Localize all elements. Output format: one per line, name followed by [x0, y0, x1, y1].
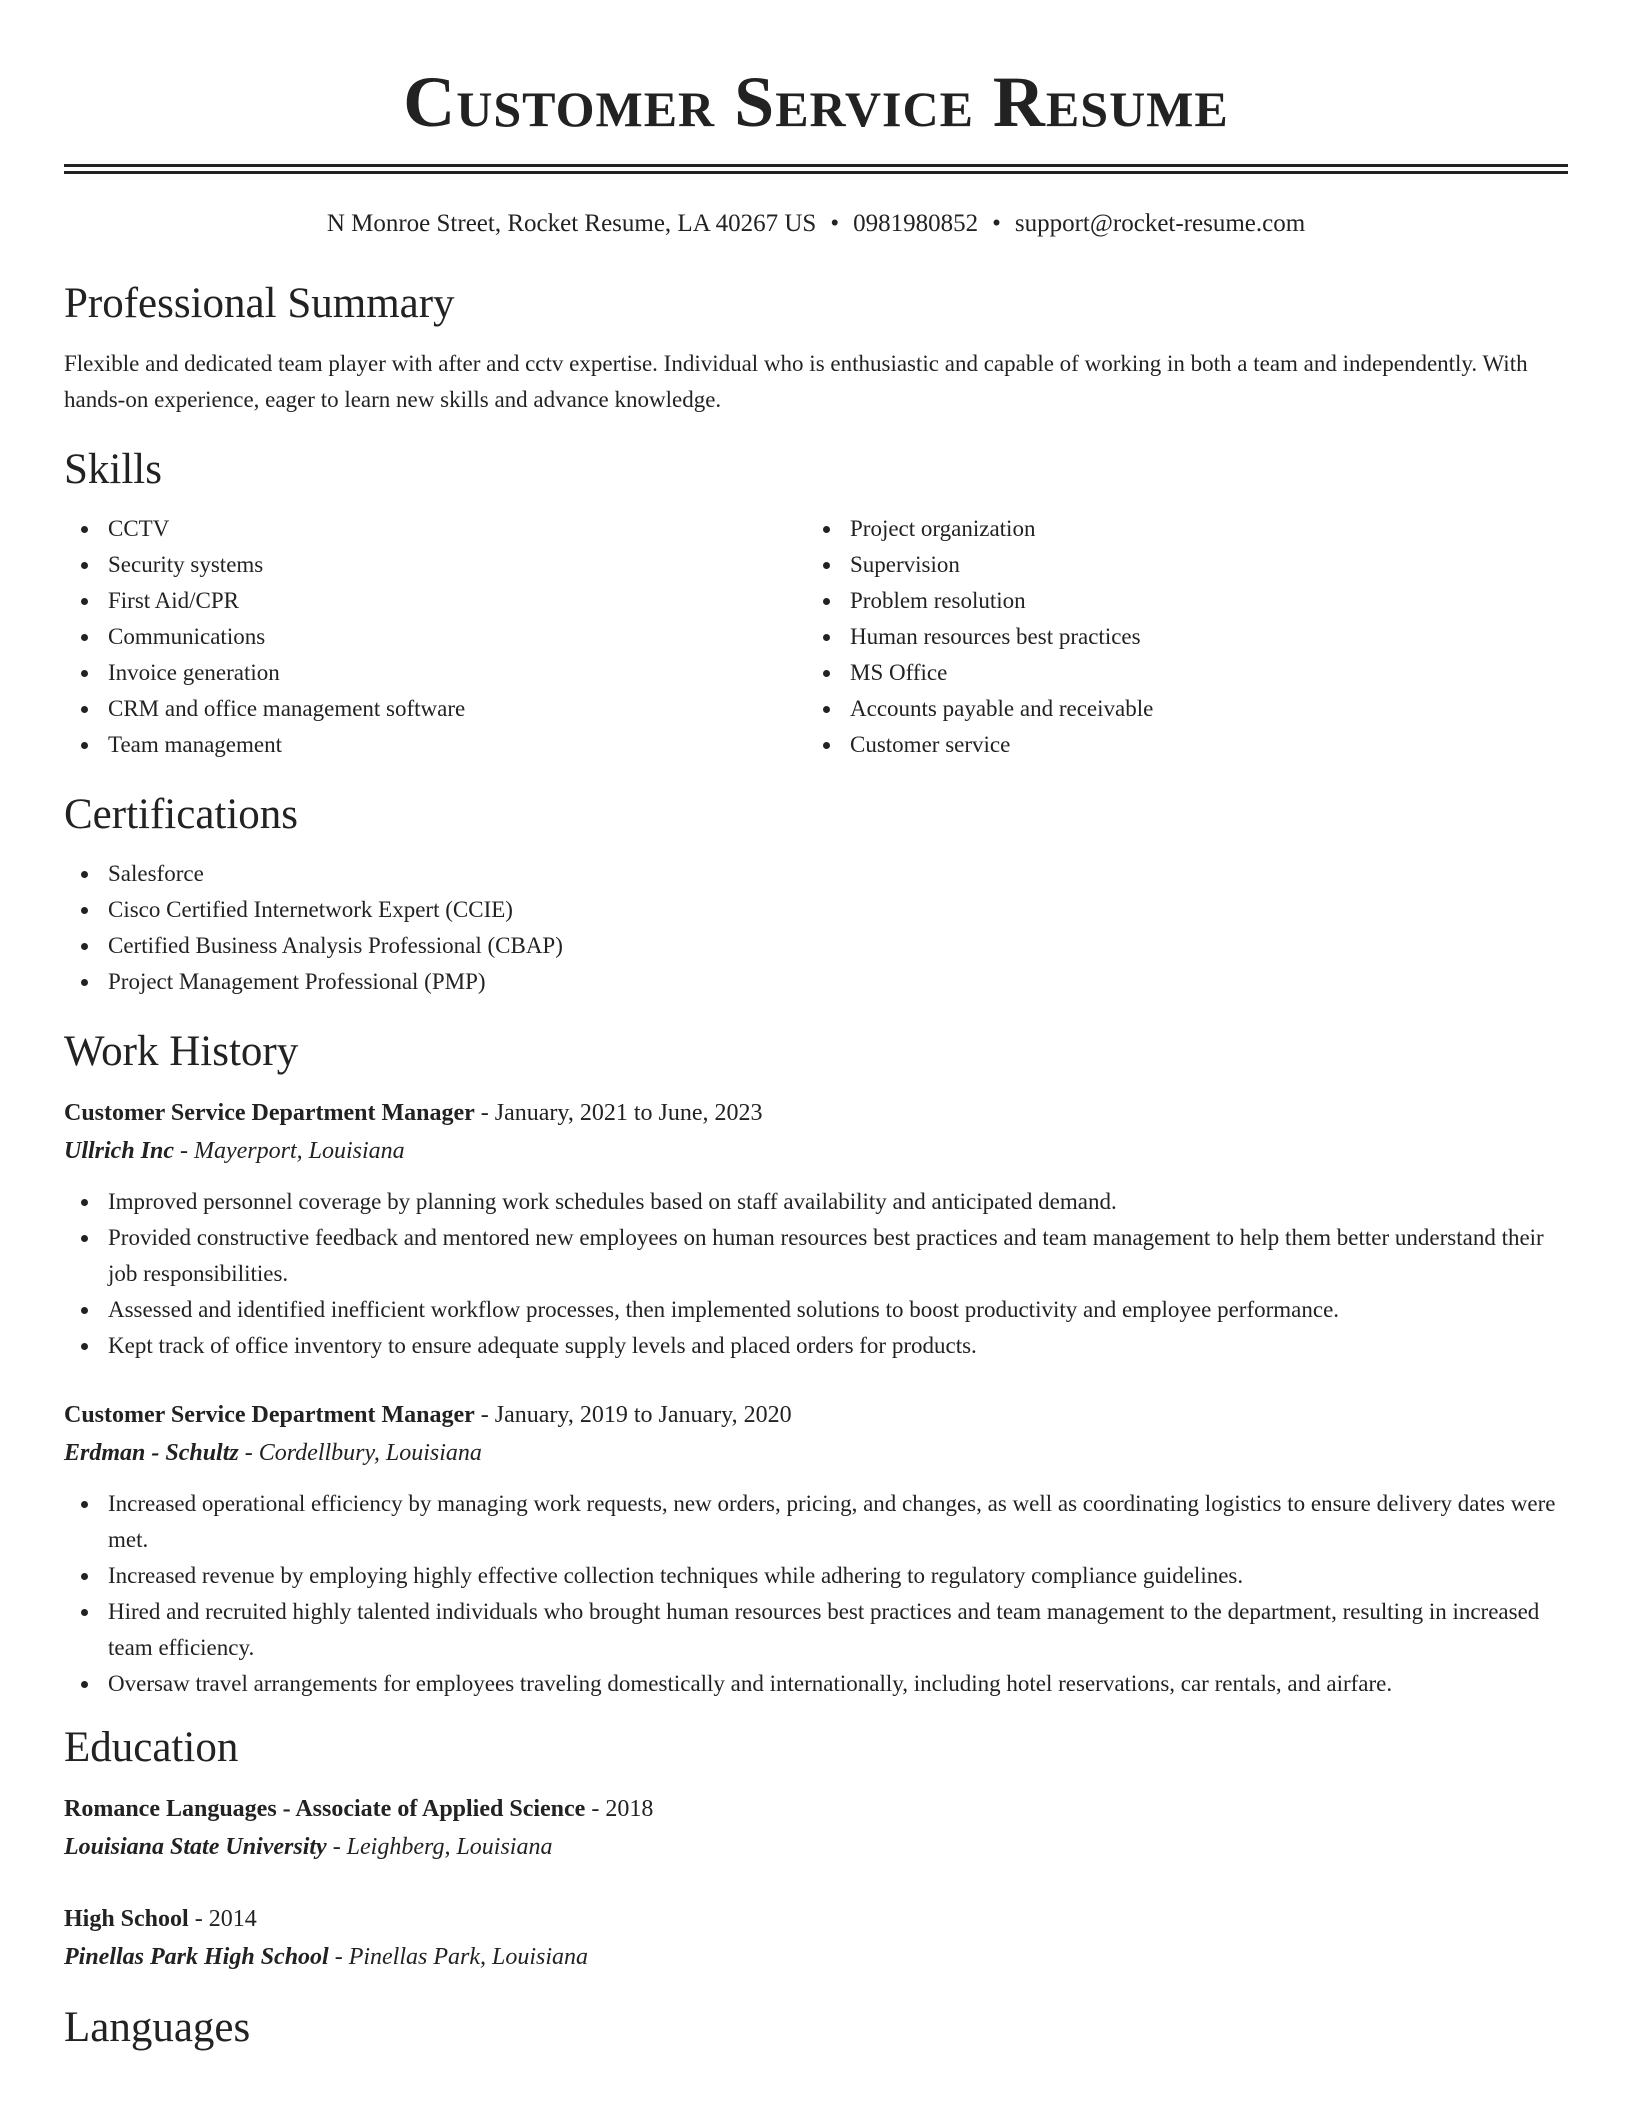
- skills-list-right: [806, 511, 1548, 763]
- certification-item: Salesforce: [64, 856, 1568, 892]
- job-bullet: Kept track of office inventory to ensure adequate supply levels and placed orders for products.: [64, 1328, 1568, 1364]
- job-bullets: [64, 1486, 1568, 1702]
- summary-heading: Professional Summary: [64, 280, 455, 327]
- skills-heading: Skills: [64, 446, 162, 493]
- certification-item: Certified Business Analysis Professional (CBAP): [64, 928, 1568, 964]
- skill-item: MS Office: [806, 655, 1548, 691]
- contact-phone: 0981980852: [853, 210, 979, 237]
- job-company: Ullrich Inc: [64, 1138, 175, 1164]
- languages-heading: Languages: [64, 2004, 251, 2051]
- job-dates: - January, 2021 to June, 2023: [474, 1100, 763, 1126]
- education-degree: High School: [64, 1906, 189, 1932]
- contact-separator: •: [992, 210, 1001, 237]
- education-school: Pinellas Park High School: [64, 1944, 329, 1970]
- education-year: - 2014: [188, 1906, 257, 1932]
- job-entry: [64, 1396, 1568, 1702]
- job-entry: [64, 1094, 1568, 1364]
- education-heading: Education: [64, 1724, 239, 1771]
- job-title: Customer Service Department Manager: [64, 1100, 475, 1126]
- work-history-heading: Work History: [64, 1028, 299, 1075]
- skills-columns: [64, 511, 1568, 763]
- certifications-list: [64, 856, 1568, 1000]
- education-year: - 2018: [585, 1796, 654, 1822]
- contact-separator: •: [830, 210, 840, 237]
- languages-section: [64, 2002, 1568, 2054]
- education-section: [64, 1722, 1568, 1976]
- education-entry: [64, 1900, 1568, 1976]
- job-location: - Cordellbury, Louisiana: [238, 1440, 482, 1466]
- skill-item: Accounts payable and receivable: [806, 691, 1548, 727]
- job-bullet: Increased operational efficiency by managing work requests, new orders, pricing, and changes, as well as coordinating logistics to ensure delivery dates were met.: [64, 1486, 1568, 1558]
- job-company: Erdman - Schultz: [64, 1440, 239, 1466]
- job-company-line: [64, 1434, 1568, 1472]
- contact-email: support@rocket-resume.com: [1014, 210, 1306, 237]
- certifications-heading: Certifications: [64, 791, 299, 838]
- skills-list-left: [64, 511, 806, 763]
- work-history-section: [64, 1026, 1568, 1702]
- education-entry: [64, 1790, 1568, 1866]
- job-bullets: [64, 1184, 1568, 1364]
- contact-address: N Monroe Street, Rocket Resume, LA 40267 US: [326, 210, 817, 237]
- skill-item: First Aid/CPR: [64, 583, 806, 619]
- skill-item: CRM and office management software: [64, 691, 806, 727]
- education-location: - Pinellas Park, Louisiana: [328, 1944, 589, 1970]
- summary-section: [64, 278, 1568, 418]
- certifications-section: [64, 789, 1568, 1000]
- skill-item: CCTV: [64, 511, 806, 547]
- job-title-line: [64, 1396, 1568, 1434]
- education-school-line: [64, 1938, 1568, 1976]
- skill-item: Customer service: [806, 727, 1548, 763]
- skill-item: Security systems: [64, 547, 806, 583]
- skill-item: Project organization: [806, 511, 1548, 547]
- skill-item: Invoice generation: [64, 655, 806, 691]
- job-bullet: Hired and recruited highly talented individuals who brought human resources best practices and team management to the department, resulting in increased team efficiency.: [64, 1594, 1568, 1666]
- job-location: - Mayerport, Louisiana: [174, 1138, 405, 1164]
- job-dates: - January, 2019 to January, 2020: [474, 1402, 792, 1428]
- skill-item: Communications: [64, 619, 806, 655]
- job-bullet: Provided constructive feedback and mentored new employees on human resources best practices and team management to help them better understand their job responsibilities.: [64, 1220, 1568, 1292]
- resume-title: Customer Service Resume: [403, 62, 1229, 142]
- education-school: Louisiana State University: [64, 1834, 327, 1860]
- education-degree: Romance Languages - Associate of Applied Science: [64, 1796, 586, 1822]
- summary-text: Flexible and dedicated team player with after and cctv expertise. Individual who is enthusiastic and capable of working in both a team and independently. With hands-on experience, eager to learn new skills and advance knowledge.: [64, 351, 1528, 412]
- job-company-line: [64, 1132, 1568, 1170]
- resume-page: [64, 0, 1568, 2054]
- skill-item: Team management: [64, 727, 806, 763]
- job-bullet: Oversaw travel arrangements for employees traveling domestically and internationally, including hotel reservations, car rentals, and airfare.: [64, 1666, 1568, 1702]
- education-school-line: [64, 1828, 1568, 1866]
- job-bullet: Increased revenue by employing highly effective collection techniques while adhering to regulatory compliance guidelines.: [64, 1558, 1568, 1594]
- skill-item: Supervision: [806, 547, 1548, 583]
- job-title-line: [64, 1094, 1568, 1132]
- job-bullet: Improved personnel coverage by planning work schedules based on staff availability and anticipated demand.: [64, 1184, 1568, 1220]
- certification-item: Cisco Certified Internetwork Expert (CCIE): [64, 892, 1568, 928]
- title-double-rule: [64, 164, 1568, 174]
- skill-item: Human resources best practices: [806, 619, 1548, 655]
- contact-line: [64, 208, 1568, 240]
- education-degree-line: [64, 1900, 1568, 1938]
- skills-section: [64, 444, 1568, 763]
- skill-item: Problem resolution: [806, 583, 1548, 619]
- job-title: Customer Service Department Manager: [64, 1402, 475, 1428]
- education-degree-line: [64, 1790, 1568, 1828]
- certification-item: Project Management Professional (PMP): [64, 964, 1568, 1000]
- education-location: - Leighberg, Louisiana: [326, 1834, 553, 1860]
- job-bullet: Assessed and identified inefficient workflow processes, then implemented solutions to boost productivity and employee performance.: [64, 1292, 1568, 1328]
